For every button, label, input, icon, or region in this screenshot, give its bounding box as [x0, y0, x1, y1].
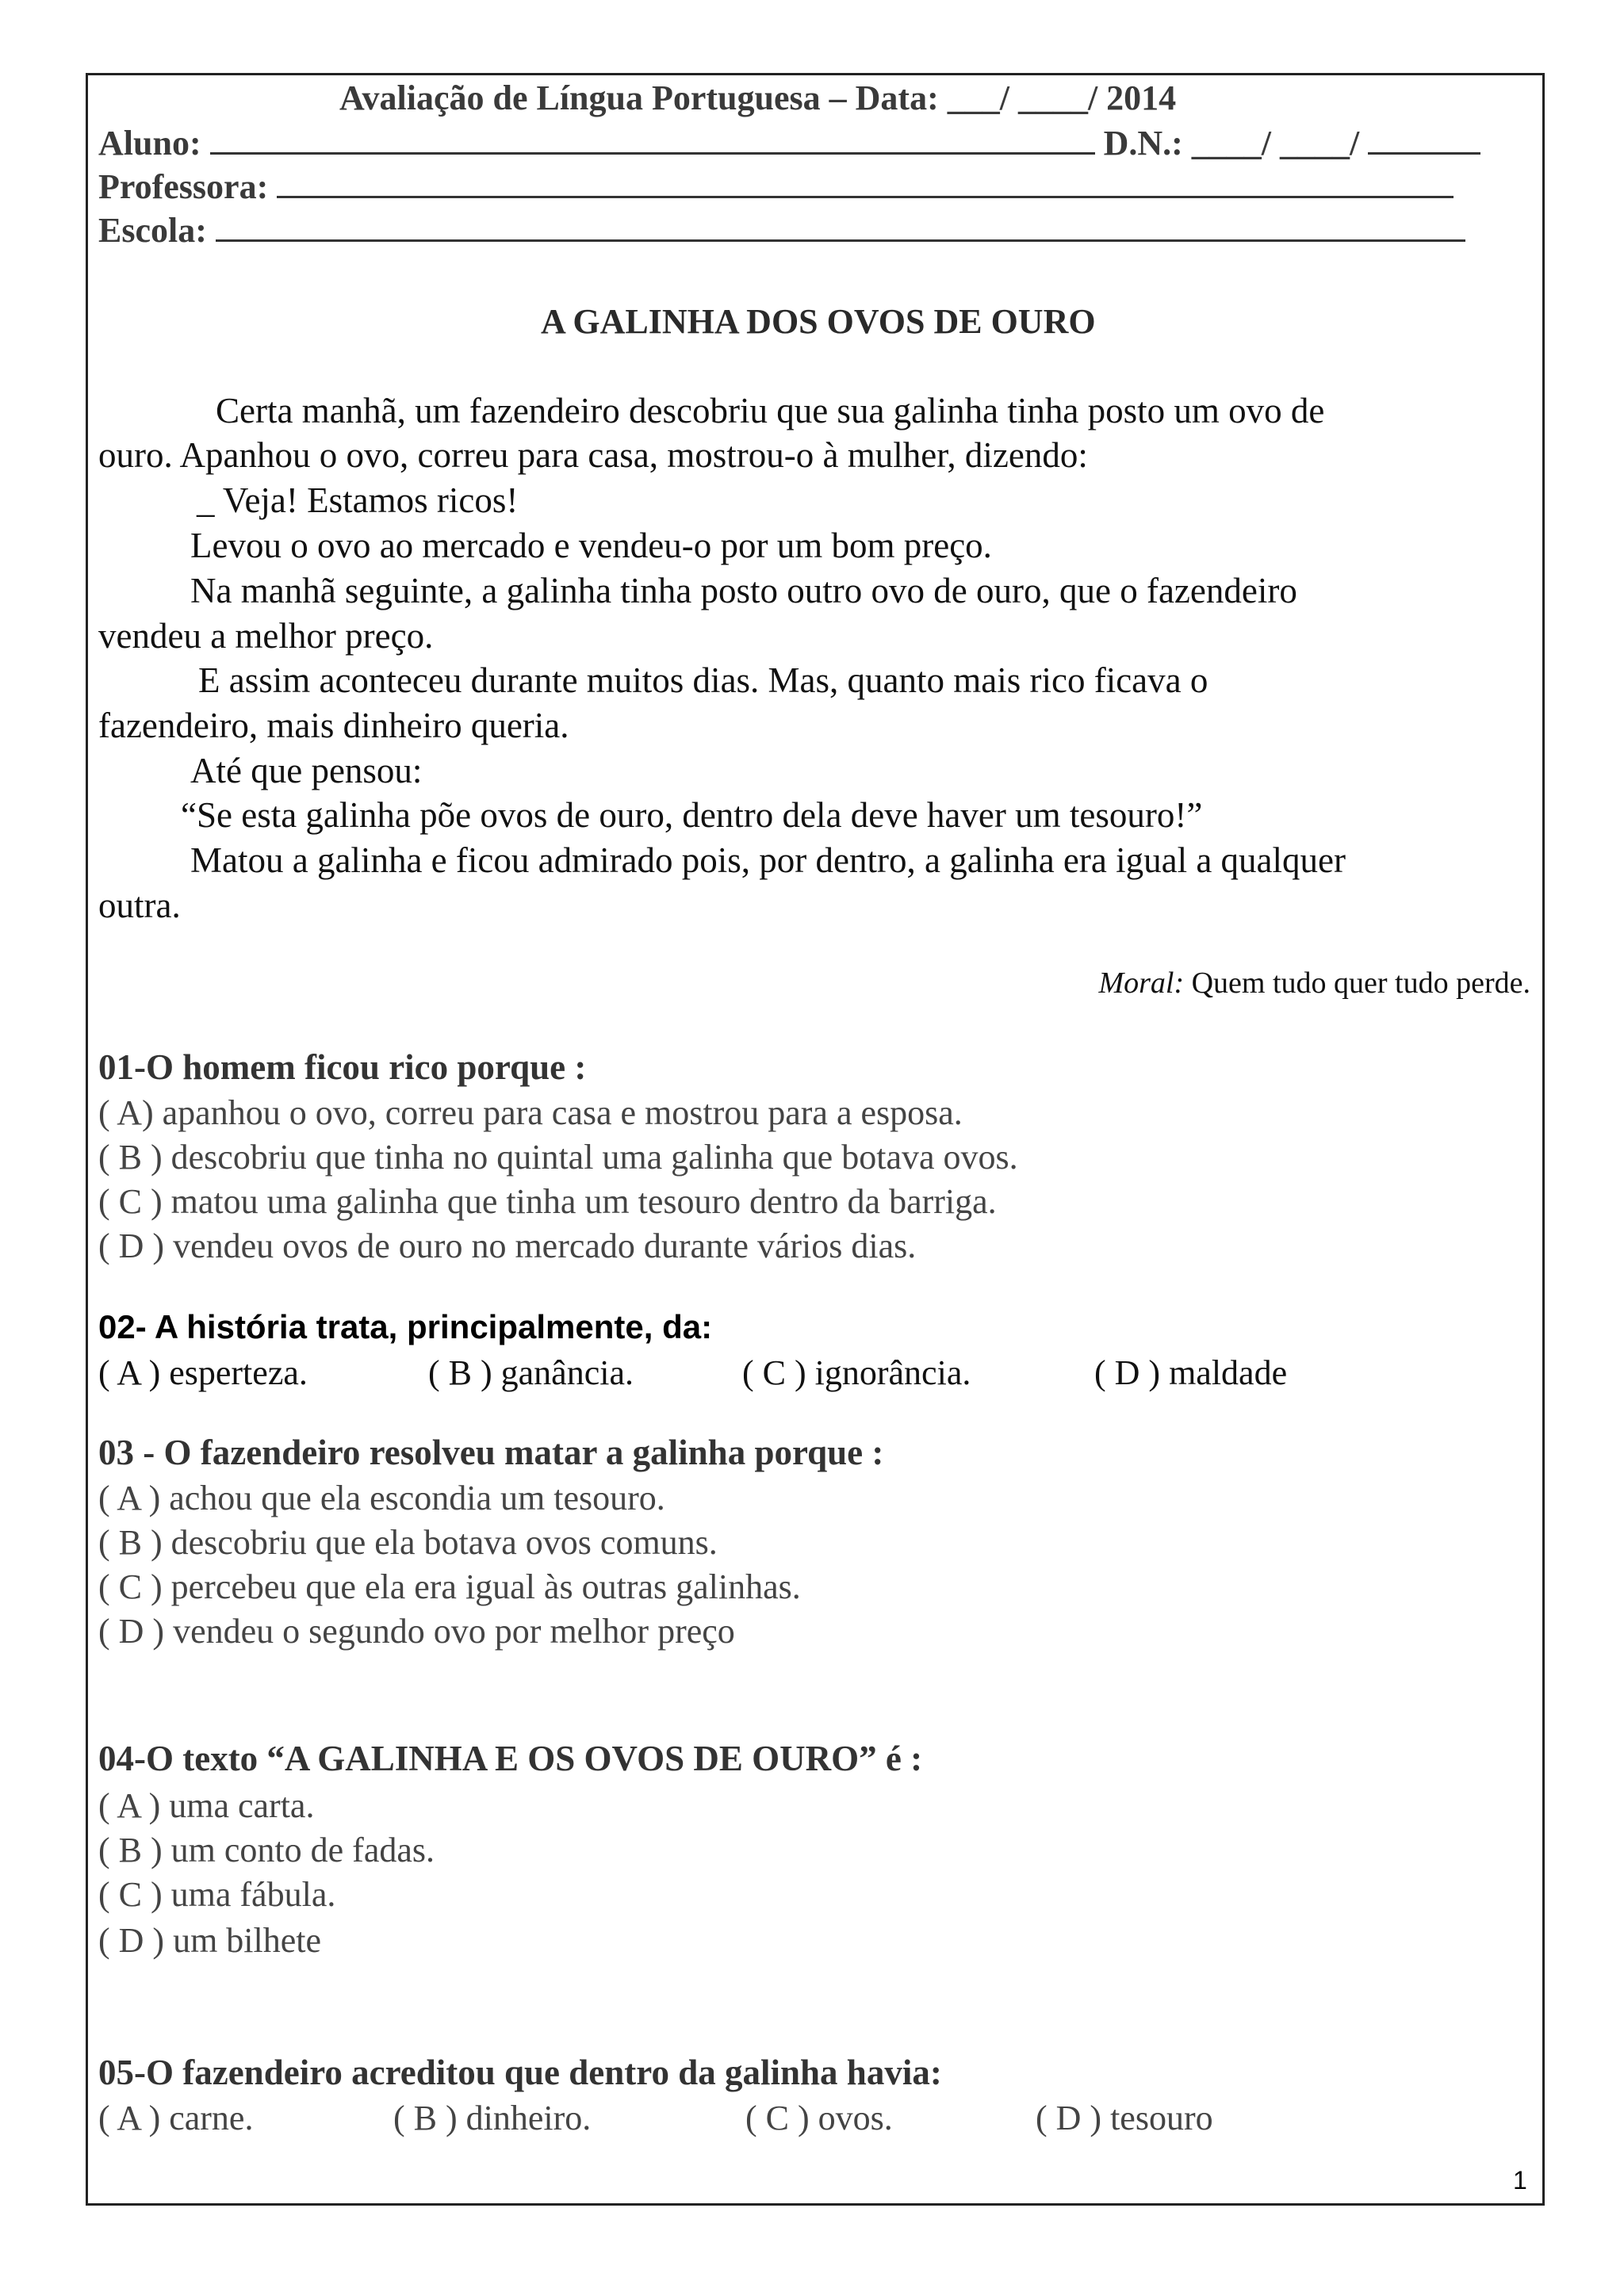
question-5: 05-O fazendeiro acreditou que dentro da galinha havia:	[98, 2053, 942, 2092]
q3-option-b[interactable]: ( B ) descobriu que ela botava ovos comuns.	[98, 1523, 718, 1562]
q1-option-d[interactable]: ( D ) vendeu ovos de ouro no mercado durante vários dias.	[98, 1226, 917, 1265]
question-2: 02- A história trata, principalmente, da:	[98, 1308, 713, 1345]
escola-label: Escola:	[98, 211, 207, 250]
q4-option-d[interactable]: ( D ) um bilhete	[98, 1921, 322, 1960]
question-1: 01-O homem ficou rico porque :	[98, 1047, 587, 1087]
q4-option-c[interactable]: ( C ) uma fábula.	[98, 1875, 336, 1914]
q5-option-c[interactable]: ( C ) ovos.	[745, 2099, 893, 2137]
story-line: “Se esta galinha põe ovos de ouro, dentro dela deve haver um tesouro!”	[181, 795, 1203, 835]
professora-label: Professora:	[98, 167, 269, 206]
moral-text: Quem tudo quer tudo perde.	[1184, 966, 1530, 1000]
question-4: 04-O texto “A GALINHA E OS OVOS DE OURO” é :	[98, 1739, 923, 1778]
story-line: Levou o ovo ao mercado e vendeu-o por um bom preço.	[190, 526, 992, 565]
story-line: Na manhã seguinte, a galinha tinha posto outro ovo de ouro, que o fazendeiro	[190, 571, 1297, 610]
q4-option-a[interactable]: ( A ) uma carta.	[98, 1786, 315, 1825]
story-line: Certa manhã, um fazendeiro descobriu que sua galinha tinha posto um ovo de	[216, 391, 1325, 430]
q3-option-d[interactable]: ( D ) vendeu o segundo ovo por melhor preço	[98, 1612, 735, 1651]
aluno-row	[98, 123, 1480, 163]
moral	[1098, 966, 1530, 1001]
story-line: fazendeiro, mais dinheiro queria.	[98, 706, 569, 745]
q2-option-d[interactable]: ( D ) maldade	[1094, 1353, 1288, 1392]
story-line: Matou a galinha e ficou admirado pois, por dentro, a galinha era igual a qualquer	[190, 840, 1346, 880]
story-title: A GALINHA DOS OVOS DE OURO	[541, 302, 1096, 341]
moral-label: Moral:	[1098, 966, 1185, 1000]
story-line: E assim aconteceu durante muitos dias. Mas, quanto mais rico ficava o	[198, 660, 1208, 700]
page-number: 1	[1513, 2166, 1527, 2195]
aluno-field[interactable]	[210, 124, 1095, 155]
q5-option-d[interactable]: ( D ) tesouro	[1036, 2099, 1213, 2137]
q3-option-c[interactable]: ( C ) percebeu que ela era igual às outras galinhas.	[98, 1567, 801, 1606]
q2-option-a[interactable]: ( A ) esperteza.	[98, 1353, 308, 1392]
q4-option-b[interactable]: ( B ) um conto de fadas.	[98, 1831, 435, 1869]
dn-label: D.N.: ____/ ____/	[1103, 124, 1360, 163]
story-line: outra.	[98, 886, 181, 925]
escola-row	[98, 210, 1465, 251]
question-3: 03 - O fazendeiro resolveu matar a galinha porque :	[98, 1433, 884, 1472]
story-line: Até que pensou:	[190, 751, 423, 790]
q5-option-a[interactable]: ( A ) carne.	[98, 2099, 254, 2137]
aluno-label: Aluno:	[98, 124, 201, 163]
q2-option-b[interactable]: ( B ) ganância.	[428, 1353, 634, 1392]
exam-title: Avaliação de Língua Portuguesa – Data: ___/ ____/ 2014	[339, 78, 1177, 117]
dn-year-field[interactable]	[1368, 124, 1480, 155]
q1-option-c[interactable]: ( C ) matou uma galinha que tinha um tesouro dentro da barriga.	[98, 1182, 997, 1221]
story-line: ouro. Apanhou o ovo, correu para casa, mostrou-o à mulher, dizendo:	[98, 435, 1088, 475]
q1-option-a[interactable]: ( A) apanhou o ovo, correu para casa e mostrou para a esposa.	[98, 1093, 963, 1132]
q5-option-b[interactable]: ( B ) dinheiro.	[393, 2099, 592, 2137]
q2-option-c[interactable]: ( C ) ignorância.	[742, 1353, 971, 1392]
professora-row	[98, 166, 1454, 207]
q1-option-b[interactable]: ( B ) descobriu que tinha no quintal uma galinha que botava ovos.	[98, 1138, 1018, 1177]
escola-field[interactable]	[216, 211, 1465, 242]
q3-option-a[interactable]: ( A ) achou que ela escondia um tesouro.	[98, 1479, 665, 1517]
professora-field[interactable]	[277, 167, 1454, 198]
story-line: _ Veja! Estamos ricos!	[197, 480, 519, 520]
story-line: vendeu a melhor preço.	[98, 616, 434, 656]
